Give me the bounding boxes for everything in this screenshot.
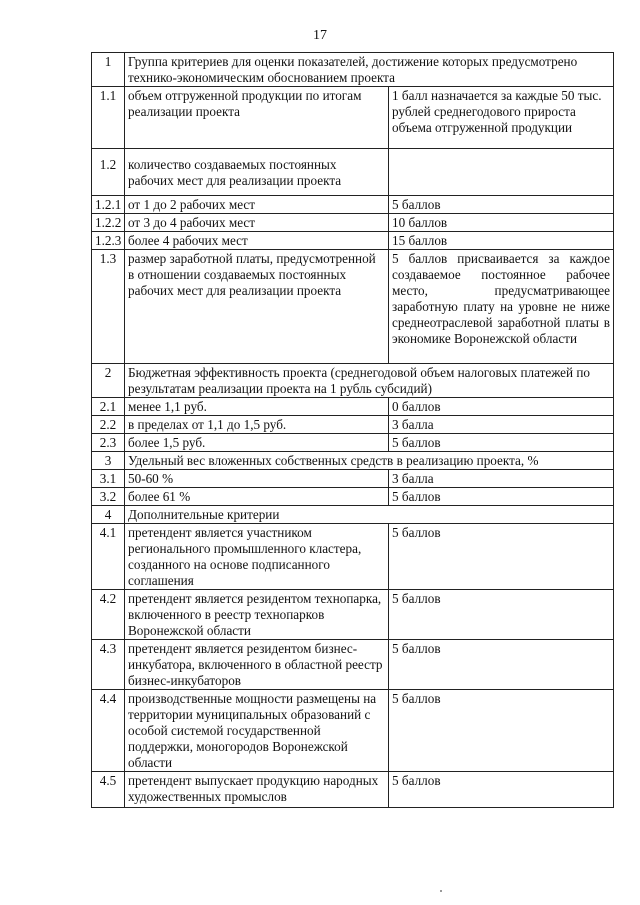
criterion-score [389,149,614,196]
criterion-score: 1 балл назначается за каждые 50 тыс. рублей среднегодового прироста объема отгруженной продукции [389,87,614,149]
criterion-score: 5 баллов [389,196,614,214]
row-number: 2.1 [92,398,125,416]
row-number: 1 [92,53,125,87]
table-row [92,524,614,590]
criterion-name: объем отгруженной продукции по итогам реализации проекта [125,87,389,149]
row-number: 2.2 [92,416,125,434]
criterion-group-title: Группа критериев для оценки показателей, достижение которых предусмотрено технико-экономическим обоснованием проекта [125,53,614,87]
criterion-name: более 4 рабочих мест [125,232,389,250]
table-row [92,416,614,434]
criterion-score: 5 баллов [389,590,614,640]
criterion-score: 5 баллов [389,690,614,772]
criterion-name: претендент является участником регионального промышленного кластера, созданного на основе подписанного соглашения [125,524,389,590]
table-row [92,232,614,250]
criterion-score: 3 балла [389,416,614,434]
criterion-name: претендент выпускает продукцию народных художественных промыслов [125,772,389,808]
criterion-name: менее 1,1 руб. [125,398,389,416]
criterion-name: более 61 % [125,488,389,506]
row-number: 1.2.2 [92,214,125,232]
row-number: 1.2.3 [92,232,125,250]
row-number: 4.2 [92,590,125,640]
criterion-name: от 3 до 4 рабочих мест [125,214,389,232]
table-row [92,488,614,506]
row-number: 2.3 [92,434,125,452]
page-number: 17 [313,28,327,43]
criterion-group-title: Дополнительные критерии [125,506,614,524]
table-row [92,149,614,196]
row-number: 3.1 [92,470,125,488]
table-row [92,53,614,87]
row-number: 1.2.1 [92,196,125,214]
table-row [92,640,614,690]
criterion-name: претендент является резидентом технопарка, включенного в реестр технопарков Воронежской области [125,590,389,640]
criterion-score: 5 баллов [389,524,614,590]
row-number: 4.3 [92,640,125,690]
row-number: 1.3 [92,250,125,364]
criterion-name: размер заработной платы, предусмотренной в отношении создаваемых постоянных рабочих мест для реализации проекта [125,250,389,364]
row-number: 4.4 [92,690,125,772]
row-number: 4 [92,506,125,524]
criterion-name: 50-60 % [125,470,389,488]
table-row [92,452,614,470]
criterion-score: 0 баллов [389,398,614,416]
criterion-score: 5 баллов [389,640,614,690]
table-row [92,196,614,214]
criterion-group-title: Бюджетная эффективность проекта (среднегодовой объем налоговых платежей по результатам реализации проекта на 1 рубль субсидий) [125,364,614,398]
criterion-name: претендент является резидентом бизнес-инкубатора, включенного в областной реестр бизнес-инкубаторов [125,640,389,690]
table-row [92,690,614,772]
table-row [92,590,614,640]
criterion-score: 5 баллов [389,772,614,808]
criterion-score: 15 баллов [389,232,614,250]
criterion-score: 5 баллов [389,488,614,506]
row-number: 2 [92,364,125,398]
criterion-score: 3 балла [389,470,614,488]
row-number: 1.2 [92,149,125,196]
table-row [92,470,614,488]
table-row [92,250,614,364]
table-row [92,506,614,524]
row-number: 1.1 [92,87,125,149]
criterion-name: от 1 до 2 рабочих мест [125,196,389,214]
criterion-score: 5 баллов [389,434,614,452]
criteria-table [91,52,614,808]
criterion-name: более 1,5 руб. [125,434,389,452]
table-row [92,434,614,452]
table-row [92,772,614,808]
row-number: 4.5 [92,772,125,808]
table-row [92,87,614,149]
criterion-score: 10 баллов [389,214,614,232]
criterion-group-title: Удельный вес вложенных собственных средств в реализацию проекта, % [125,452,614,470]
criterion-name: количество создаваемых постоянных рабочих мест для реализации проекта [125,149,389,196]
table-row [92,214,614,232]
row-number: 4.1 [92,524,125,590]
criterion-name: производственные мощности размещены на территории муниципальных образований с особой системой государственной поддержки, моногородов Воронежской области [125,690,389,772]
criterion-score: 5 баллов присваивается за каждое создаваемое постоянное рабочее место, предусматривающее заработную плату на уровне не ниже среднеотраслевой заработной платы в экономике Воронежской области [389,250,614,364]
criterion-name: в пределах от 1,1 до 1,5 руб. [125,416,389,434]
table-row [92,398,614,416]
table-row [92,364,614,398]
scan-speck [440,890,442,892]
row-number: 3.2 [92,488,125,506]
row-number: 3 [92,452,125,470]
